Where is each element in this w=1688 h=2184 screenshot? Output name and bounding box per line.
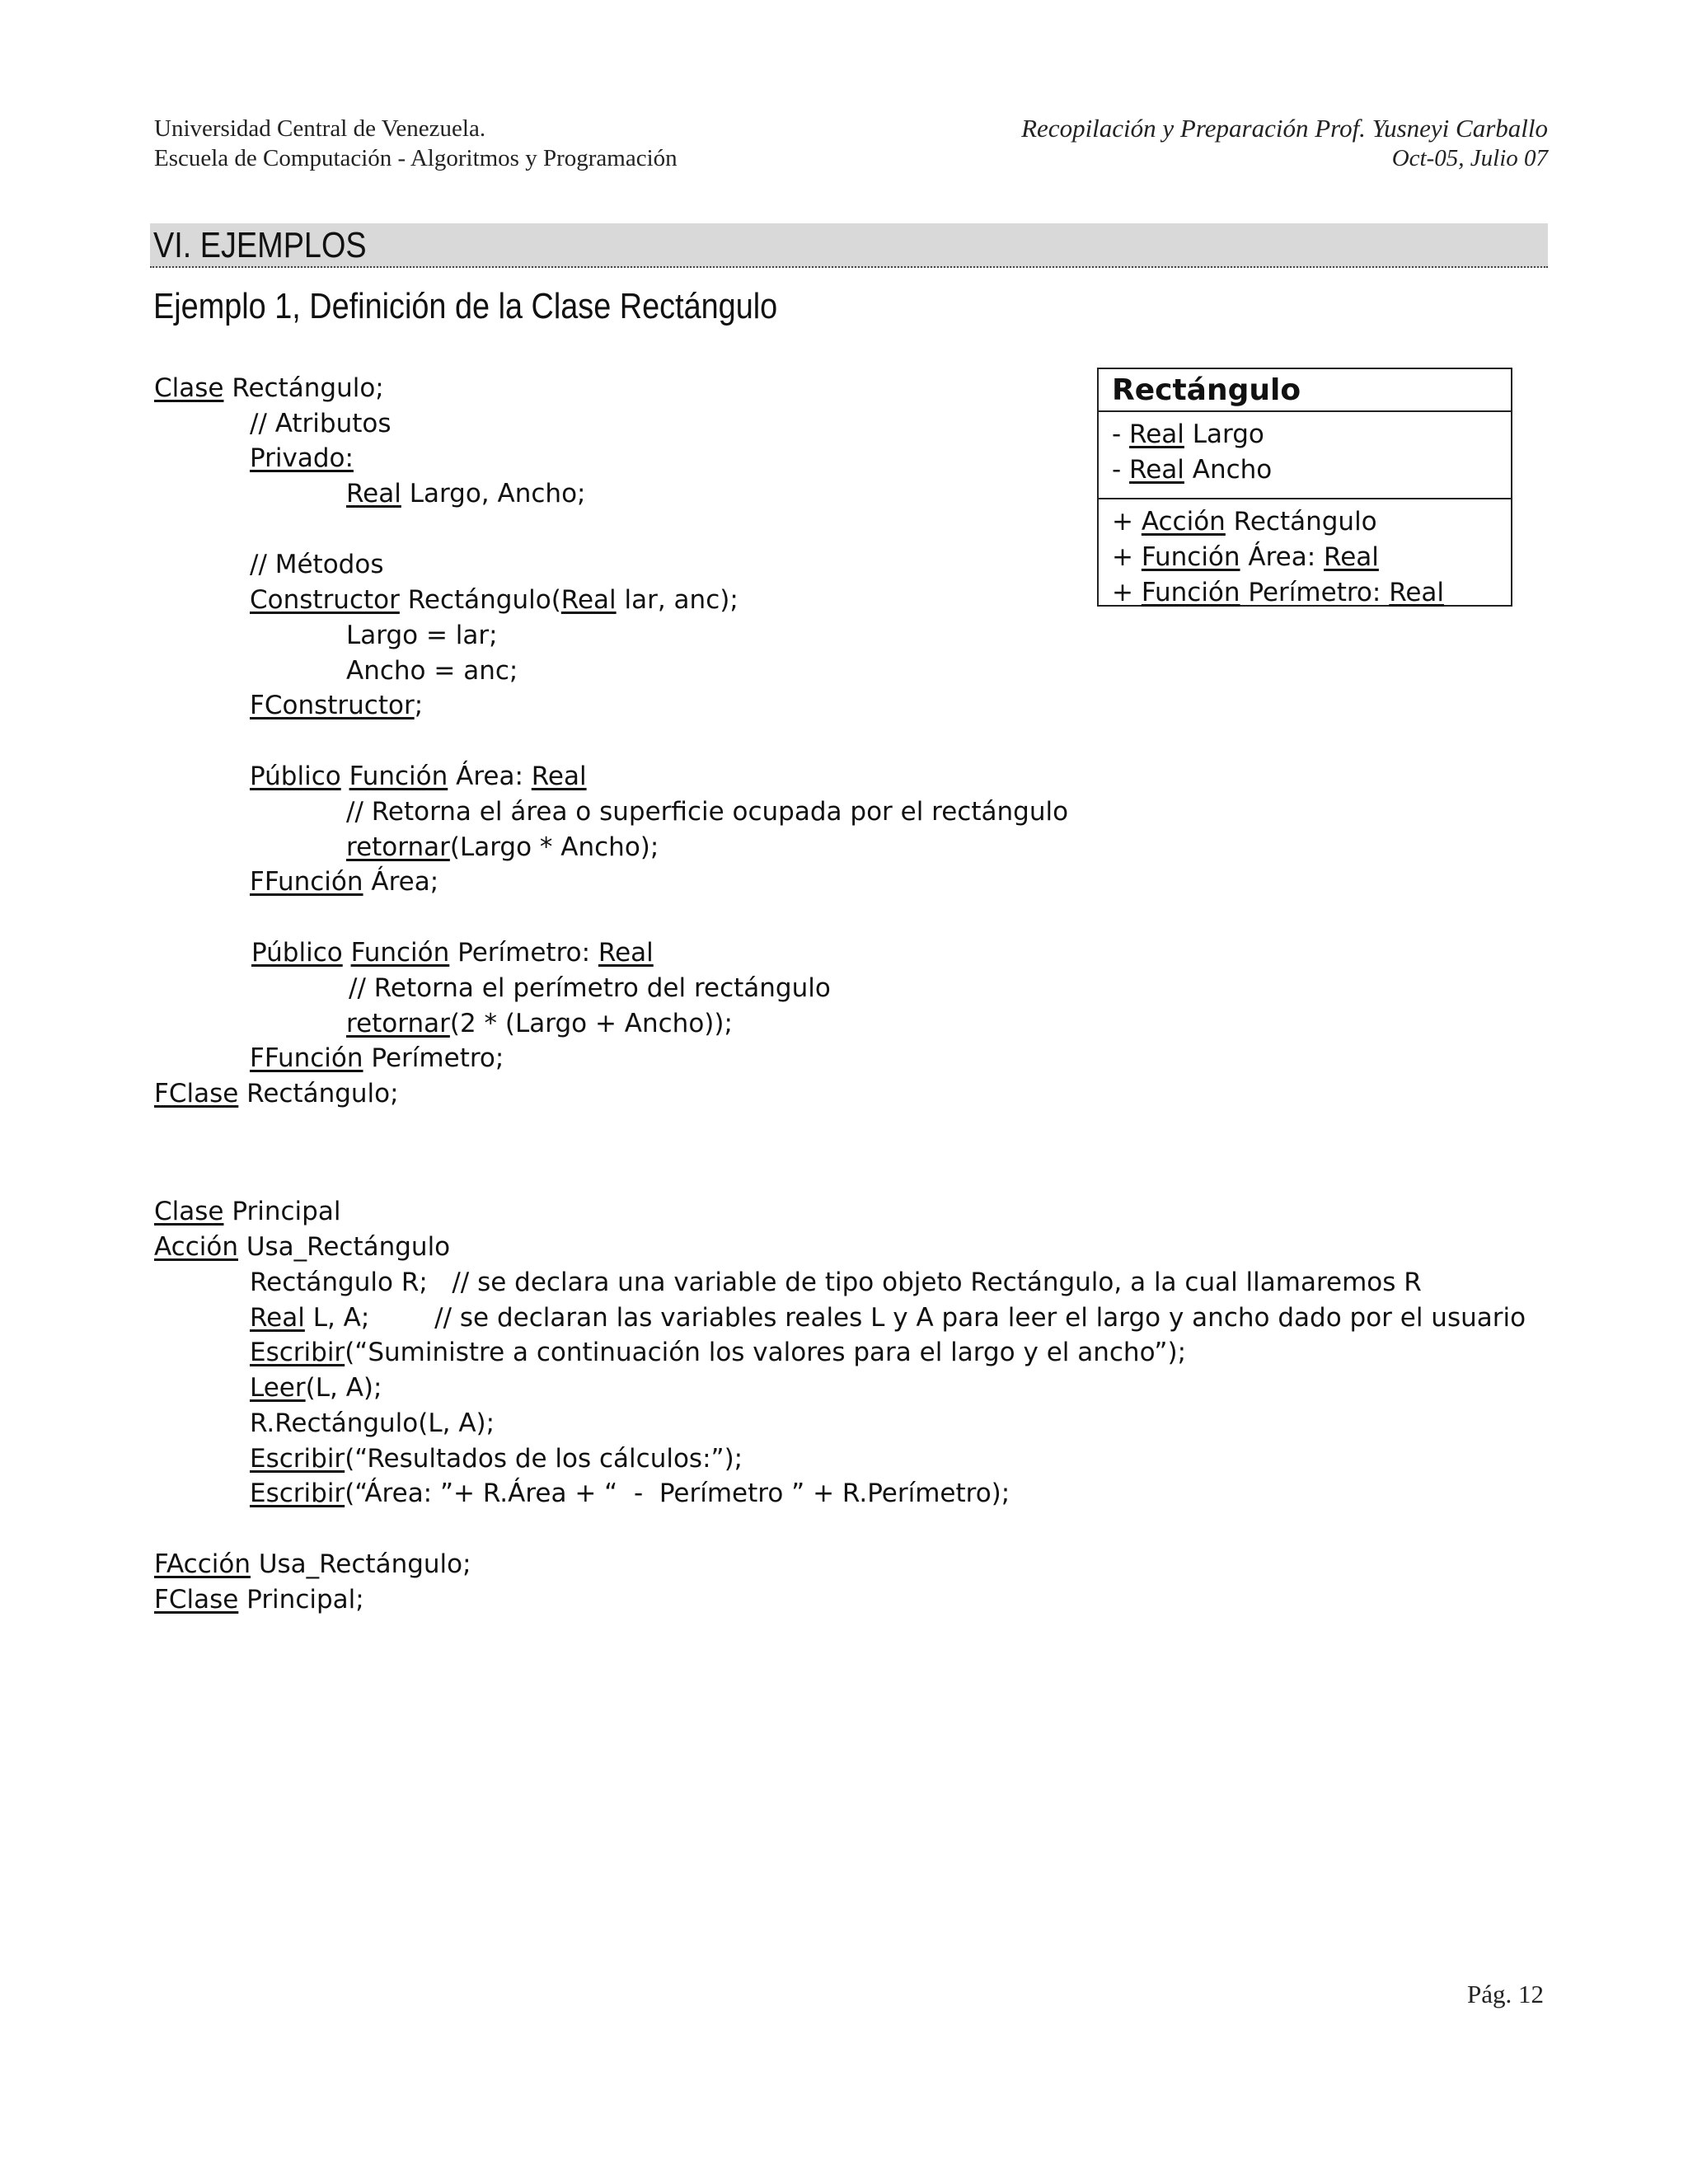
keyword: FFunción (250, 867, 363, 897)
code-line (154, 1231, 450, 1263)
keyword: Real (346, 479, 401, 509)
keyword: Real (1324, 542, 1379, 572)
code-text: Principal; (238, 1585, 364, 1615)
code-text: R.Rectángulo(L, A); (250, 1408, 495, 1438)
code-text: Ancho (1184, 455, 1273, 485)
code-text (341, 762, 349, 791)
code-line (250, 1372, 382, 1404)
keyword: FFunción (250, 1043, 363, 1073)
code-line (346, 478, 585, 509)
keyword: Privado: (250, 443, 354, 473)
keyword: Acción (1141, 507, 1226, 537)
code-text: Rectángulo( (399, 585, 561, 615)
code-line (251, 937, 654, 968)
code-text: Largo = lar; (346, 621, 498, 650)
code-line (250, 1443, 743, 1474)
code-text: lar, anc); (616, 585, 738, 615)
code-text: // Retorna el área o superficie ocupada por el rectángulo (346, 797, 1069, 827)
code-text: + (1112, 578, 1142, 607)
code-text: Área: (448, 762, 532, 791)
code-text: Perímetro; (363, 1043, 504, 1073)
keyword: Constructor (250, 585, 400, 615)
keyword: Función (350, 938, 450, 968)
keyword: Clase (154, 373, 224, 403)
keyword: Escribir (250, 1444, 345, 1474)
example-title: Ejemplo 1, Definición de la Clase Rectángulo (153, 286, 778, 326)
code-text: (“Área: ”+ R.Área + “ - Perímetro ” + R.Perímetro); (345, 1479, 1010, 1508)
code-text: Rectángulo (1225, 507, 1377, 537)
code-text: Rectángulo; (223, 373, 384, 403)
code-text: (L, A); (305, 1373, 382, 1403)
code-text: Ancho = anc; (346, 656, 518, 686)
code-text: - (1112, 455, 1130, 485)
code-text: - (1112, 419, 1130, 449)
keyword: Público (250, 762, 341, 791)
header-date: Oct-05, Julio 07 (1391, 145, 1548, 171)
code-text: L, A; // se declaran las variables reales L y A para leer el largo y ancho dado por el usuario (304, 1303, 1526, 1333)
keyword: Real (1129, 455, 1184, 485)
code-text: (2 * (Largo + Ancho)); (449, 1009, 733, 1038)
keyword: Clase (154, 1197, 224, 1226)
code-text: Largo (1184, 419, 1264, 449)
code-text: Usa_Rectángulo; (250, 1549, 471, 1579)
code-line (250, 761, 587, 792)
keyword: FAcción (154, 1549, 251, 1579)
code-line (250, 443, 354, 474)
code-text: (Largo * Ancho); (449, 832, 659, 862)
code-line (250, 408, 392, 439)
keyword: Real (1389, 578, 1445, 607)
code-text: (“Resultados de los cálculos:”); (345, 1444, 743, 1474)
uml-methods (1099, 499, 1511, 611)
header-author: Recopilación y Preparación Prof. Yusneyi Carballo (1021, 114, 1548, 143)
code-line (346, 655, 518, 687)
code-line (346, 796, 1068, 827)
uml-attribute (1112, 417, 1511, 452)
keyword: Acción (154, 1232, 238, 1262)
header-university: Universidad Central de Venezuela. (154, 115, 486, 142)
keyword: Real (598, 938, 654, 968)
keyword: Real (531, 762, 587, 791)
uml-class-name: Rectángulo (1099, 369, 1511, 412)
section-title: VI. EJEMPLOS (153, 225, 367, 265)
code-line (154, 373, 384, 404)
code-line (154, 1549, 471, 1580)
code-line (346, 832, 659, 863)
keyword: Función (349, 762, 448, 791)
keyword: FConstructor (250, 691, 415, 720)
code-text: // Métodos (250, 550, 384, 579)
keyword: Escribir (250, 1338, 345, 1367)
uml-method (1112, 504, 1511, 540)
keyword: Real (1129, 419, 1184, 449)
code-line (250, 1408, 495, 1439)
keyword: FClase (154, 1079, 239, 1108)
code-text: ; (414, 691, 424, 720)
keyword: Escribir (250, 1479, 345, 1508)
code-line (154, 1196, 340, 1227)
code-text: + (1112, 507, 1142, 537)
uml-method (1112, 540, 1511, 575)
code-line (154, 1584, 364, 1615)
code-text: + (1112, 542, 1142, 572)
code-line (154, 1078, 399, 1109)
keyword: Función (1141, 542, 1240, 572)
keyword: Real (560, 585, 617, 615)
page-number: Pág. 12 (1467, 1980, 1544, 2008)
header-right (1021, 114, 1548, 173)
code-text: (“Suministre a continuación los valores para el largo y el ancho”); (345, 1338, 1187, 1367)
code-text: Principal (223, 1197, 341, 1226)
keyword: FClase (154, 1585, 239, 1615)
code-line (250, 1043, 504, 1074)
code-text: Largo, Ancho; (401, 479, 586, 509)
keyword: retornar (346, 1009, 450, 1038)
code-text: Rectángulo; (238, 1079, 399, 1108)
code-text: Usa_Rectángulo (237, 1232, 451, 1262)
code-line (250, 1337, 1186, 1368)
header-left (154, 114, 678, 173)
code-line (346, 620, 498, 651)
code-line (250, 1267, 1422, 1298)
code-line (250, 690, 423, 721)
code-text: Perímetro: (449, 938, 598, 968)
uml-attributes (1099, 412, 1511, 499)
code-text (343, 938, 351, 968)
code-line (349, 972, 831, 1004)
code-line (250, 1478, 1010, 1509)
keyword: Leer (250, 1373, 306, 1403)
code-line (250, 584, 738, 616)
keyword: Real (250, 1303, 305, 1333)
code-text: Rectángulo R; // se declara una variable de tipo objeto Rectángulo, a la cual llamaremos R (250, 1268, 1422, 1297)
code-text: Perímetro: (1240, 578, 1390, 607)
code-text: // Retorna el perímetro del rectángulo (349, 973, 831, 1003)
keyword: Público (251, 938, 343, 968)
uml-attribute (1112, 452, 1511, 488)
code-line (250, 866, 438, 898)
uml-class-diagram (1097, 368, 1512, 607)
keyword: Función (1141, 578, 1240, 607)
code-text: // Atributos (250, 409, 392, 438)
code-text: Área; (363, 867, 439, 897)
code-line (250, 1302, 1526, 1333)
header-school: Escuela de Computación - Algoritmos y Programación (154, 145, 678, 171)
keyword: retornar (346, 832, 450, 862)
code-line (250, 549, 383, 580)
uml-method (1112, 575, 1511, 611)
code-text: Área: (1240, 542, 1325, 572)
code-line (346, 1008, 733, 1039)
